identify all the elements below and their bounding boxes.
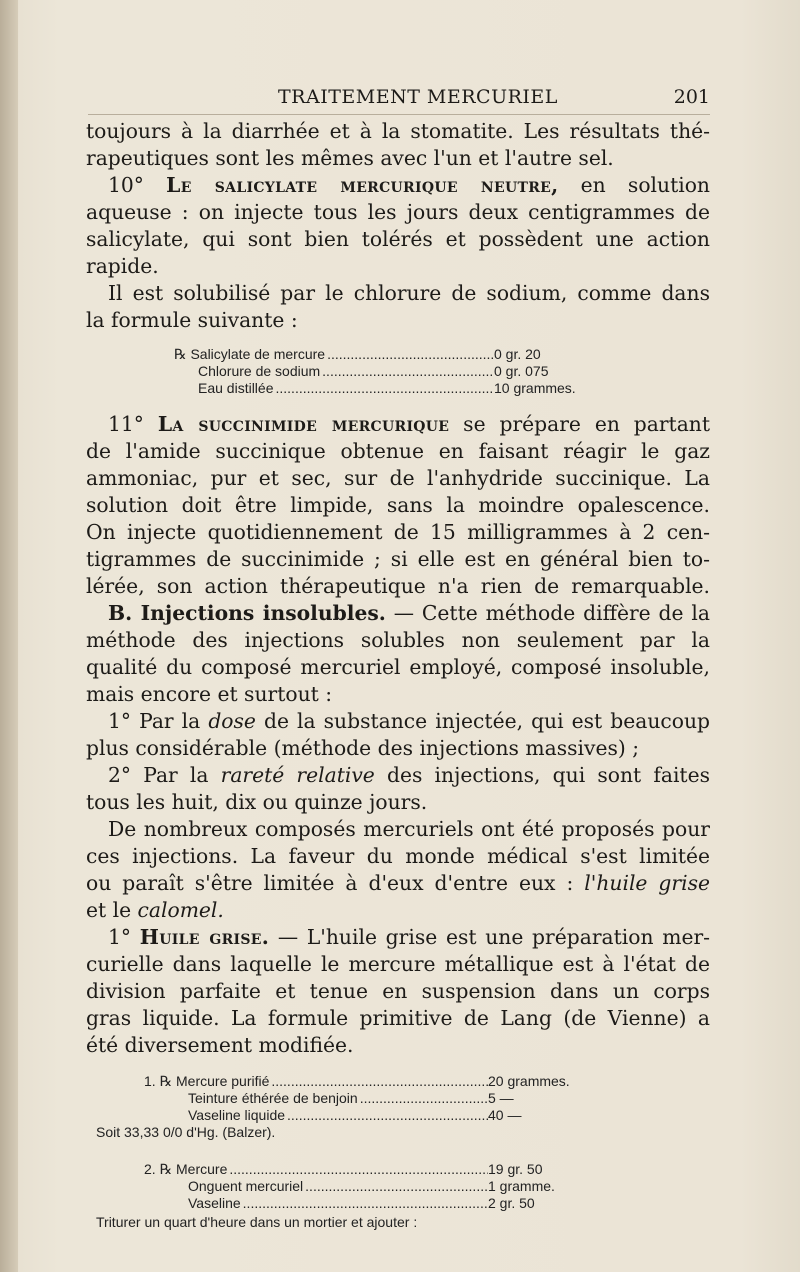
section-heading: B. Injections insolubles. <box>108 601 386 625</box>
formula-row <box>96 1178 596 1195</box>
formula-row <box>96 1107 596 1124</box>
page-number: 201 <box>673 86 710 108</box>
text-line <box>86 924 710 951</box>
text-line: méthode des injections solubles non seulement par la <box>86 628 710 652</box>
text-line: aqueuse : on injecte tous les jours deux centigrammes de <box>86 200 710 224</box>
text-line: mais encore et surtout : <box>86 682 333 706</box>
page-header <box>88 80 710 115</box>
formula-ingredient: Chlorure de sodium ..... <box>198 363 494 380</box>
formula-block <box>96 1073 596 1141</box>
item-number: 11° <box>108 412 144 436</box>
text-span: — Cette méthode diffère de la <box>393 601 710 625</box>
text-line: curielle dans laquelle le mercure métallique est à l'état de <box>86 952 710 976</box>
text-line <box>86 897 710 924</box>
formula-quantity: 40 — <box>488 1107 522 1123</box>
formula-ingredient: Onguent mercuriel ..... <box>188 1178 488 1195</box>
text-line: qualité du composé mercuriel employé, composé insoluble, <box>86 655 710 679</box>
text-span: de la substance injectée, qui est beaucoup <box>263 709 711 733</box>
formula-note: Soit 33,33 0/0 d'Hg. (Balzer). <box>96 1124 276 1140</box>
text-line: gras liquide. La formule primitive de Lang (de Vienne) a <box>86 1006 710 1030</box>
text-line: De nombreux composés mercuriels ont été proposés pour <box>108 817 710 841</box>
text-span: ou paraît s'être limitée à d'eux d'entre eux : <box>86 871 574 895</box>
text-span: et le <box>86 898 132 922</box>
formula-ingredient: Vaseline liquide ..... <box>188 1107 488 1124</box>
running-title: TRAITEMENT MERCURIEL <box>278 86 558 108</box>
item-number: 10° <box>108 173 144 197</box>
text-span: — L'huile grise est une préparation mer- <box>277 925 710 949</box>
text-span: en solution <box>580 173 710 197</box>
emphasis: calomel. <box>137 898 224 922</box>
text-line: lérée, son action thérapeutique n'a rien de remarquable. <box>86 574 710 598</box>
formula-row <box>96 1161 596 1178</box>
formula-quantity: 10 grammes. <box>494 380 576 396</box>
text-line: toujours à la diarrhée et à la stomatite. Les résultats thé- <box>86 119 710 143</box>
text-line: été diversement modifiée. <box>86 1033 354 1057</box>
page-binding-edge <box>0 0 18 1272</box>
text-span: des injections, qui sont faites <box>386 763 710 787</box>
text-line: de l'amide succinique obtenue en faisant réagir le gaz <box>86 439 710 463</box>
item-number: 1° <box>108 925 132 949</box>
text-line: On injecte quotidiennement de 15 milligrammes à 2 cen- <box>86 520 710 544</box>
text-line: Il est solubilisé par le chlorure de sodium, comme dans <box>108 281 710 305</box>
formula-block <box>174 346 592 397</box>
formula-ingredient: Eau distillée ..... <box>198 380 494 397</box>
formula-row <box>96 1090 596 1107</box>
page-body <box>86 118 710 1231</box>
formula-quantity: 5 — <box>488 1090 514 1106</box>
text-line <box>86 411 710 438</box>
formula-quantity: 1 gramme. <box>488 1178 555 1194</box>
text-line: ammoniac, pur et sec, sur de l'anhydride succinique. La <box>86 466 710 490</box>
formula-row <box>174 380 592 397</box>
formula-ingredient: Vaseline ..... <box>188 1195 488 1212</box>
emphasis: l'huile grise <box>584 871 710 895</box>
emphasis: dose <box>208 709 256 733</box>
section-heading: Le salicylate mercurique neutre, <box>166 173 559 197</box>
text-line: la formule suivante : <box>86 308 298 332</box>
formula-ingredient: 1. ℞ Mercure purifié ..... <box>144 1073 488 1090</box>
text-line: rapeutiques sont les mêmes avec l'un et l'autre sel. <box>86 146 614 170</box>
formula-note: Triturer un quart d'heure dans un mortier et ajouter : <box>96 1214 418 1230</box>
section-heading: La succinimide mercurique <box>157 412 450 436</box>
text-span: 2° Par la <box>108 763 209 787</box>
formula-ingredient: Teinture éthérée de benjoin ..... <box>188 1090 488 1107</box>
text-span: 1° Par la <box>108 709 201 733</box>
text-line: solution doit être limpide, sans la moindre opalescence. <box>86 493 710 517</box>
text-line: ces injections. La faveur du monde médical s'est limitée <box>86 844 710 868</box>
section-heading: Huile grise. <box>139 925 270 949</box>
text-line: plus considérable (méthode des injections massives) ; <box>86 736 640 760</box>
text-line <box>86 172 710 199</box>
formula-block <box>96 1161 596 1231</box>
text-line: division parfaite et tenue en suspension dans un corps <box>86 979 710 1003</box>
formula-row <box>174 346 592 363</box>
text-line: rapide. <box>86 254 159 278</box>
text-line: tous les huit, dix ou quinze jours. <box>86 790 428 814</box>
text-line: tigrammes de succinimide ; si elle est en général bien to- <box>86 547 710 571</box>
formula-row <box>96 1073 596 1090</box>
formula-row <box>174 363 592 380</box>
formula-row <box>96 1195 596 1212</box>
formula-ingredient: 2. ℞ Mercure ..... <box>144 1161 488 1178</box>
text-line <box>86 762 710 789</box>
formula-ingredient: ℞ Salicylate de mercure ..... <box>174 346 494 363</box>
text-span: se prépare en partant <box>463 412 711 436</box>
text-line <box>86 600 710 627</box>
formula-quantity: 19 gr. 50 <box>488 1161 543 1177</box>
formula-quantity: 0 gr. 075 <box>494 363 549 379</box>
text-line <box>86 708 710 735</box>
formula-quantity: 2 gr. 50 <box>488 1195 535 1211</box>
formula-quantity: 20 grammes. <box>488 1073 570 1089</box>
text-line: salicylate, qui sont bien tolérés et possèdent une action <box>86 227 710 251</box>
emphasis: rareté relative <box>220 763 375 787</box>
formula-quantity: 0 gr. 20 <box>494 346 541 362</box>
text-line <box>86 870 710 897</box>
